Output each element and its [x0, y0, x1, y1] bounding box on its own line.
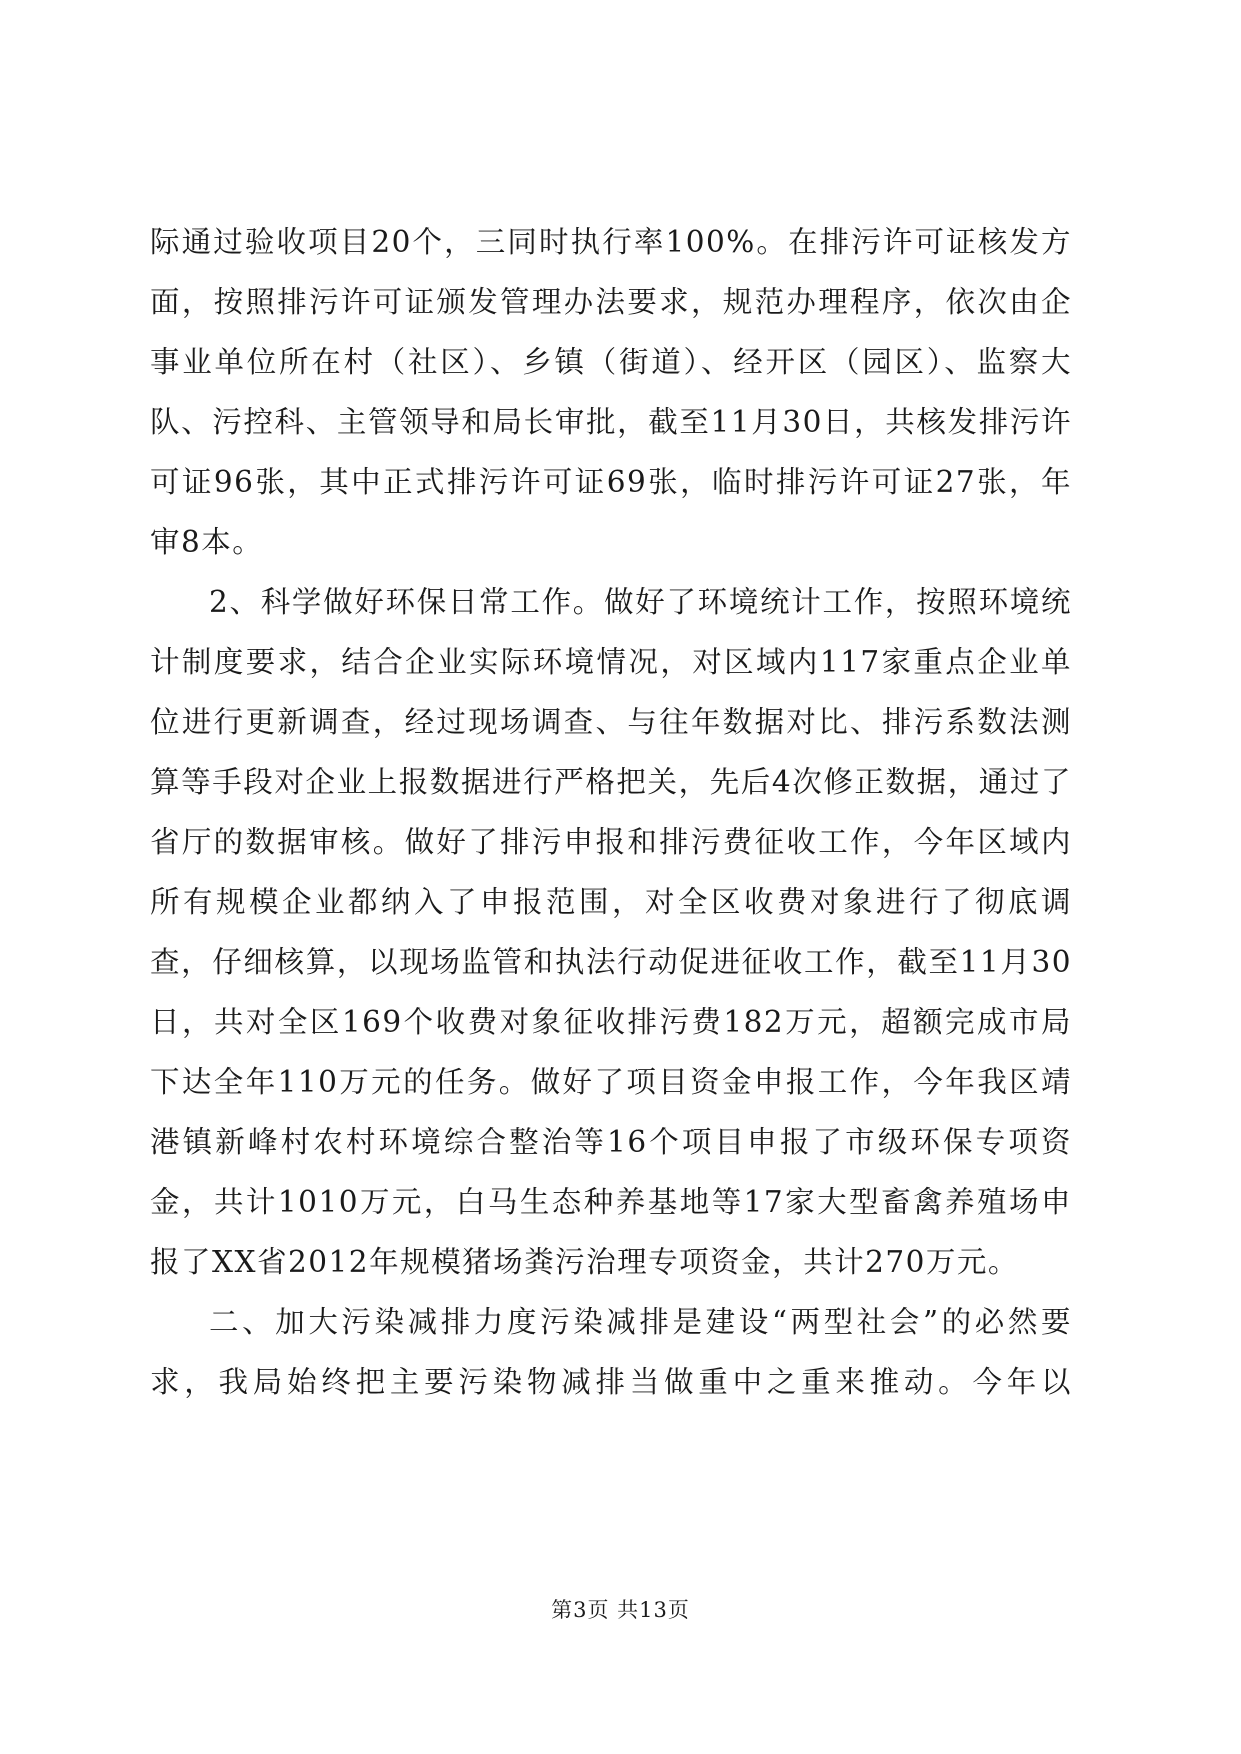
- paragraph-daily-work: 2、科学做好环保日常工作。做好了环境统计工作，按照环境统计制度要求，结合企业实际环境情况，对区域内117家重点企业单位进行更新调查，经过现场调查、与往年数据对比、排污系数法测算等手段对企业上报数据进行严格把关，先后4次修正数据，通过了省厅的数据审核。做好了排污申报和排污费征收工作，今年区域内所有规模企业都纳入了申报范围，对全区收费对象进行了彻底调查，仔细核算，以现场监管和执法行动促进征收工作，截至11月30日，共对全区169个收费对象征收排污费182万元，超额完成市局下达全年110万元的任务。做好了项目资金申报工作，今年我区靖港镇新峰村农村环境综合整治等16个项目申报了市级环保专项资金，共计1010万元，白马生态种养基地等17家大型畜禽养殖场申报了XX省2012年规模猪场粪污治理专项资金，共计270万元。: [150, 585, 1072, 1279]
- page-number-footer: 第3页 共13页: [551, 1598, 690, 1622]
- document-body: [150, 212, 1072, 1412]
- paragraph-emission-reduction: 二、加大污染减排力度污染减排是建设“两型社会”的必然要求，我局始终把主要污染物减排当做重中之重来推动。今年以: [150, 1305, 1072, 1399]
- paragraph-permit-summary: 际通过验收项目20个，三同时执行率100%。在排污许可证核发方面，按照排污许可证颁发管理办法要求，规范办理程序，依次由企事业单位所在村（社区）、乡镇（街道）、经开区（园区）、监察大队、污控科、主管领导和局长审批，截至11月30日，共核发排污许可证96张，其中正式排污许可证69张，临时排污许可证27张，年审8本。: [150, 225, 1072, 559]
